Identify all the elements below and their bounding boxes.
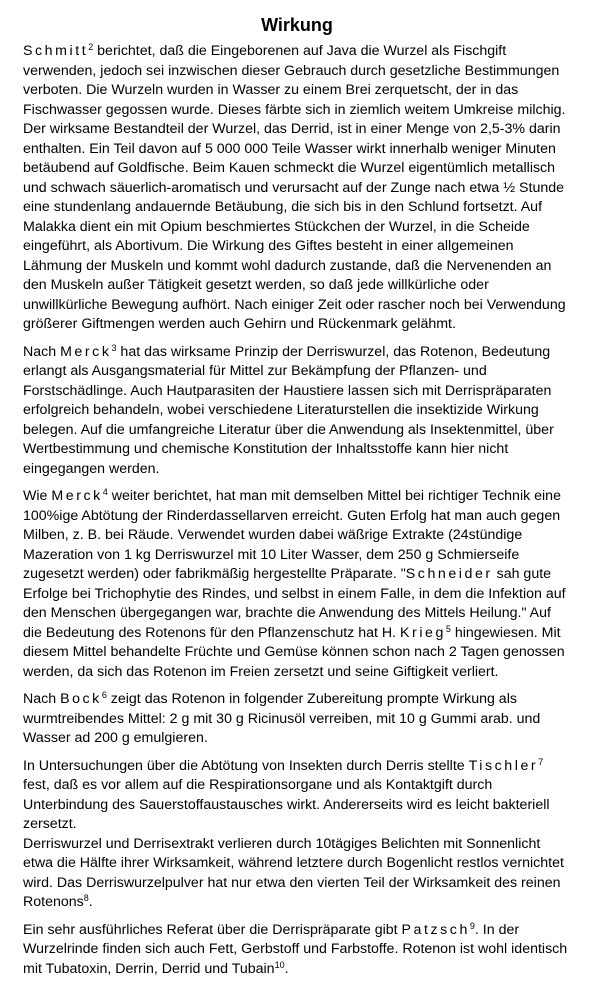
text-line bbox=[23, 296, 571, 316]
author-name: Schmitt bbox=[23, 43, 89, 59]
text-run: enthalten. Ein Teil davon auf 5 000 000 Teile Wasser wirkt innerhalb weniger Minuten bbox=[23, 140, 556, 157]
text-run: verboten. Die Wurzeln wurden in Wasser zu einem Brei zerquetscht, der in das bbox=[23, 82, 519, 98]
text-run: unwillkürliche Bewegung aufhört. Nach einiger Zeit oder rascher noch bei Verwendung bbox=[23, 296, 566, 313]
footnote-ref: 3 bbox=[111, 342, 117, 353]
footnote-ref: 8 bbox=[83, 893, 89, 903]
text-line bbox=[23, 815, 571, 835]
author-name: Merck bbox=[51, 488, 103, 504]
text-line bbox=[23, 42, 571, 62]
text-run: Ein sehr ausführliches Referat über die Derrispräparate gibt bbox=[23, 921, 402, 938]
text-run: Wurzelrinde finden sich auch Fett, Gerbstoff und Farbstoffe. Rotenon ist wohl identisch bbox=[23, 941, 568, 957]
text-run: eingegangen werden. bbox=[23, 460, 160, 477]
text-line bbox=[23, 507, 571, 527]
text-run: größerer Giftmengen werden auch Gehirn und Rückenmark gelähmt. bbox=[23, 316, 456, 332]
text-run: Mazeration von 1 kg Derriswurzel mit 10 Liter Wasser, dem 250 g Schmierseife bbox=[23, 546, 520, 563]
text-run: berichtet, daß die Eingeborenen auf Java die Wurzel als Fischgift bbox=[93, 43, 507, 59]
footnote-ref: 6 bbox=[101, 690, 107, 700]
text-run: hingewiesen. Mit bbox=[450, 624, 561, 641]
text-run: Wertbestimmung und chemische Konstitution der Inhaltsstoffe kann hier nicht bbox=[23, 441, 509, 457]
text-line bbox=[23, 663, 571, 683]
text-run: zeigt das Rotenon in folgender Zubereitung prompte Wirkung als bbox=[106, 691, 517, 707]
text-line bbox=[23, 960, 571, 980]
text-line bbox=[23, 835, 571, 855]
text-line bbox=[23, 120, 571, 140]
text-run: hat das wirksame Prinzip der Derriswurzel, das Rotenon, Bedeutung bbox=[116, 343, 551, 360]
text-line bbox=[23, 179, 571, 199]
author-name: Krieg bbox=[400, 624, 446, 641]
text-line bbox=[23, 198, 571, 218]
text-run: wird. Das Derriswurzelpulver hat nur etwa den vierten Teil der Wirksamkeit des reinen bbox=[23, 874, 561, 891]
text-run: Milben, z. B. bei Räude. Verwendet wurden dabei wäßrige Extrakte (24stündige bbox=[23, 527, 523, 543]
footnote-ref: 7 bbox=[538, 756, 544, 767]
text-line bbox=[23, 729, 571, 749]
text-line bbox=[23, 460, 571, 480]
text-run: Wie bbox=[23, 488, 52, 504]
text-run: und schwach säuerlich-aromatisch und verursacht auf der Zunge nach etwa ½ Stunde bbox=[23, 179, 565, 196]
text-line bbox=[23, 218, 571, 238]
text-line bbox=[23, 382, 571, 402]
text-line bbox=[23, 343, 571, 363]
text-line bbox=[23, 643, 571, 663]
text-run: eingeführt, als Abortivum. Die Wirkung des Giftes besteht in einer allgemeinen bbox=[23, 238, 514, 254]
text-line bbox=[23, 690, 571, 710]
text-line bbox=[23, 893, 571, 913]
text-run: erlangt als Ausgangsmaterial für Mittel zur Bekämpfung der Pflanzen- und bbox=[23, 363, 487, 379]
footnote-ref: 9 bbox=[469, 920, 475, 931]
text-run: Forstschädlinge. Auch Hautparasiten der Haustiere lassen sich mit Derrispräparaten bbox=[23, 382, 552, 399]
text-run: Nach bbox=[23, 343, 61, 360]
text-line bbox=[23, 796, 571, 816]
text-run: mit Tubatoxin, Derrin, Derrid und Tubain bbox=[23, 960, 275, 977]
text-run: Der wirksame Bestandteil der Wurzel, das Derrid, ist in einer Menge von 2,5-3% darin bbox=[23, 121, 561, 137]
text-line bbox=[23, 315, 571, 335]
text-line bbox=[23, 140, 571, 160]
text-run: sah gute bbox=[492, 566, 552, 582]
text-run: Nach bbox=[23, 691, 61, 707]
footnote-ref: 4 bbox=[102, 487, 108, 497]
text-run: . bbox=[284, 960, 289, 977]
text-run: . In der bbox=[474, 921, 520, 938]
text-line bbox=[23, 585, 571, 605]
text-run: Rotenons bbox=[23, 894, 84, 910]
text-run: In Untersuchungen über die Abtötung von Insekten durch Derris stellte bbox=[23, 757, 469, 774]
text-run: Derriswurzel und Derrisextrakt verlieren durch 10tägiges Belichten mit Sonnenlicht bbox=[23, 835, 541, 852]
body-text bbox=[23, 42, 571, 979]
text-run: erfolgreich behandeln, wobei verschiedene Literaturstellen die insektizide Wirkung bbox=[23, 402, 539, 418]
text-line bbox=[23, 101, 571, 121]
text-run: . bbox=[88, 894, 93, 910]
text-line bbox=[23, 440, 571, 460]
paragraph bbox=[23, 42, 571, 335]
footnote-ref: 2 bbox=[88, 42, 94, 52]
paragraph bbox=[23, 757, 571, 913]
text-line bbox=[23, 757, 571, 777]
text-run: Malakka dient ein mit Opium beschmiertes Stückchen der Wurzel, in die Scheide bbox=[23, 218, 530, 235]
text-line bbox=[23, 546, 571, 566]
text-run: wurmtreibendes Mittel: 2 g mit 30 g Ricinusöl verreiben, mit 10 g Gummi arab. und bbox=[23, 710, 541, 727]
text-run: die Bedeutung des Rotenons für den Pflanzenschutz hat H. bbox=[23, 624, 401, 641]
text-run: den Muskeln außer Tätigkeit gesetzt werden, so daß jede willkürliche oder bbox=[23, 277, 489, 293]
text-run: 100%ige Abtötung der Rinderdassellarven erreicht. Guten Erfolg hat man auch gegen bbox=[23, 507, 561, 524]
author-name: Schneider bbox=[405, 566, 493, 582]
text-run: betäubend auf Goldfische. Beim Kauen schmeckt die Wurzel eigentümlich metallisch bbox=[23, 160, 556, 176]
text-line bbox=[23, 159, 571, 179]
text-run: eine stundenlang andauernde Betäubung, die sich bis in den Schlund fortsetzt. Auf bbox=[23, 199, 543, 215]
author-name: Patzsch bbox=[401, 921, 470, 938]
author-name: Tischler bbox=[468, 757, 539, 774]
text-run: verwenden, jedoch sei inzwischen dieser Gebrauch durch gesetzliche Bestimmungen bbox=[23, 62, 560, 79]
text-run: Fischwasser gegossen wurde. Dieses färbte sich in ziemlich weitem Umkreise milchig. bbox=[23, 101, 566, 118]
text-line bbox=[23, 940, 571, 960]
text-run: diesem Mittel behandelte Früchte und Gemüse können schon nach 2 Tagen genossen bbox=[23, 644, 565, 660]
text-line bbox=[23, 604, 571, 624]
text-run: werden, da sich das Rotenon im Freien zersetzt und seine Giftigkeit verliert. bbox=[23, 663, 499, 680]
text-run: Unterbindung des Sauerstoffaustausches wirkt. Andererseits wird es leicht bakteriell bbox=[23, 796, 550, 813]
text-line bbox=[23, 487, 571, 507]
footnote-ref: 5 bbox=[445, 623, 451, 634]
text-line bbox=[23, 776, 571, 796]
paragraph bbox=[23, 343, 571, 480]
text-line bbox=[23, 921, 571, 941]
text-line bbox=[23, 62, 571, 82]
text-run: belegen. Auf die umfangreiche Literatur über die Anwendung als Insektenmittel, über bbox=[23, 421, 554, 438]
text-run: Wasser ad 200 g emulgieren. bbox=[23, 730, 208, 746]
text-line bbox=[23, 276, 571, 296]
text-line bbox=[23, 874, 571, 894]
text-run: Erfolge bei Trichophytie des Rindes, und selbst in einem Falle, in dem die Infektion auf bbox=[23, 585, 566, 602]
paragraph bbox=[23, 921, 571, 980]
text-run: Lähmung der Muskeln und kommt wohl dadurch zustande, daß die Nervenenden an bbox=[23, 257, 552, 274]
text-line bbox=[23, 362, 571, 382]
text-line bbox=[23, 401, 571, 421]
text-line bbox=[23, 81, 571, 101]
text-run: fest, daß es vor allem auf die Respirationsorgane und als Kontaktgift durch bbox=[23, 777, 493, 793]
author-name: Merck bbox=[60, 343, 112, 360]
text-run: weiter berichtet, hat man mit demselben Mittel bei richtiger Technik eine bbox=[107, 488, 561, 504]
author-name: Bock bbox=[60, 691, 102, 707]
text-line bbox=[23, 257, 571, 277]
text-run: zersetzt. bbox=[23, 816, 77, 832]
text-line bbox=[23, 526, 571, 546]
paragraph bbox=[23, 690, 571, 749]
text-run: etwa die Hälfte ihrer Wirksamkeit, während letztere durch Bogenlicht restlos vernichtet bbox=[23, 855, 564, 871]
paragraph bbox=[23, 487, 571, 682]
text-line bbox=[23, 624, 571, 644]
text-line bbox=[23, 565, 571, 585]
text-line bbox=[23, 854, 571, 874]
text-line bbox=[23, 421, 571, 441]
text-line bbox=[23, 710, 571, 730]
text-run: den Menschen übergegangen war, brachte die Anwendung des Mittels Heilung." Auf bbox=[23, 605, 551, 621]
footnote-ref: 10 bbox=[274, 959, 285, 970]
text-line bbox=[23, 237, 571, 257]
text-run: zugesetzt werden) oder fabrikmäßig hergestellte Präparate. " bbox=[23, 566, 406, 582]
page-title: Wirkung bbox=[261, 15, 333, 35]
